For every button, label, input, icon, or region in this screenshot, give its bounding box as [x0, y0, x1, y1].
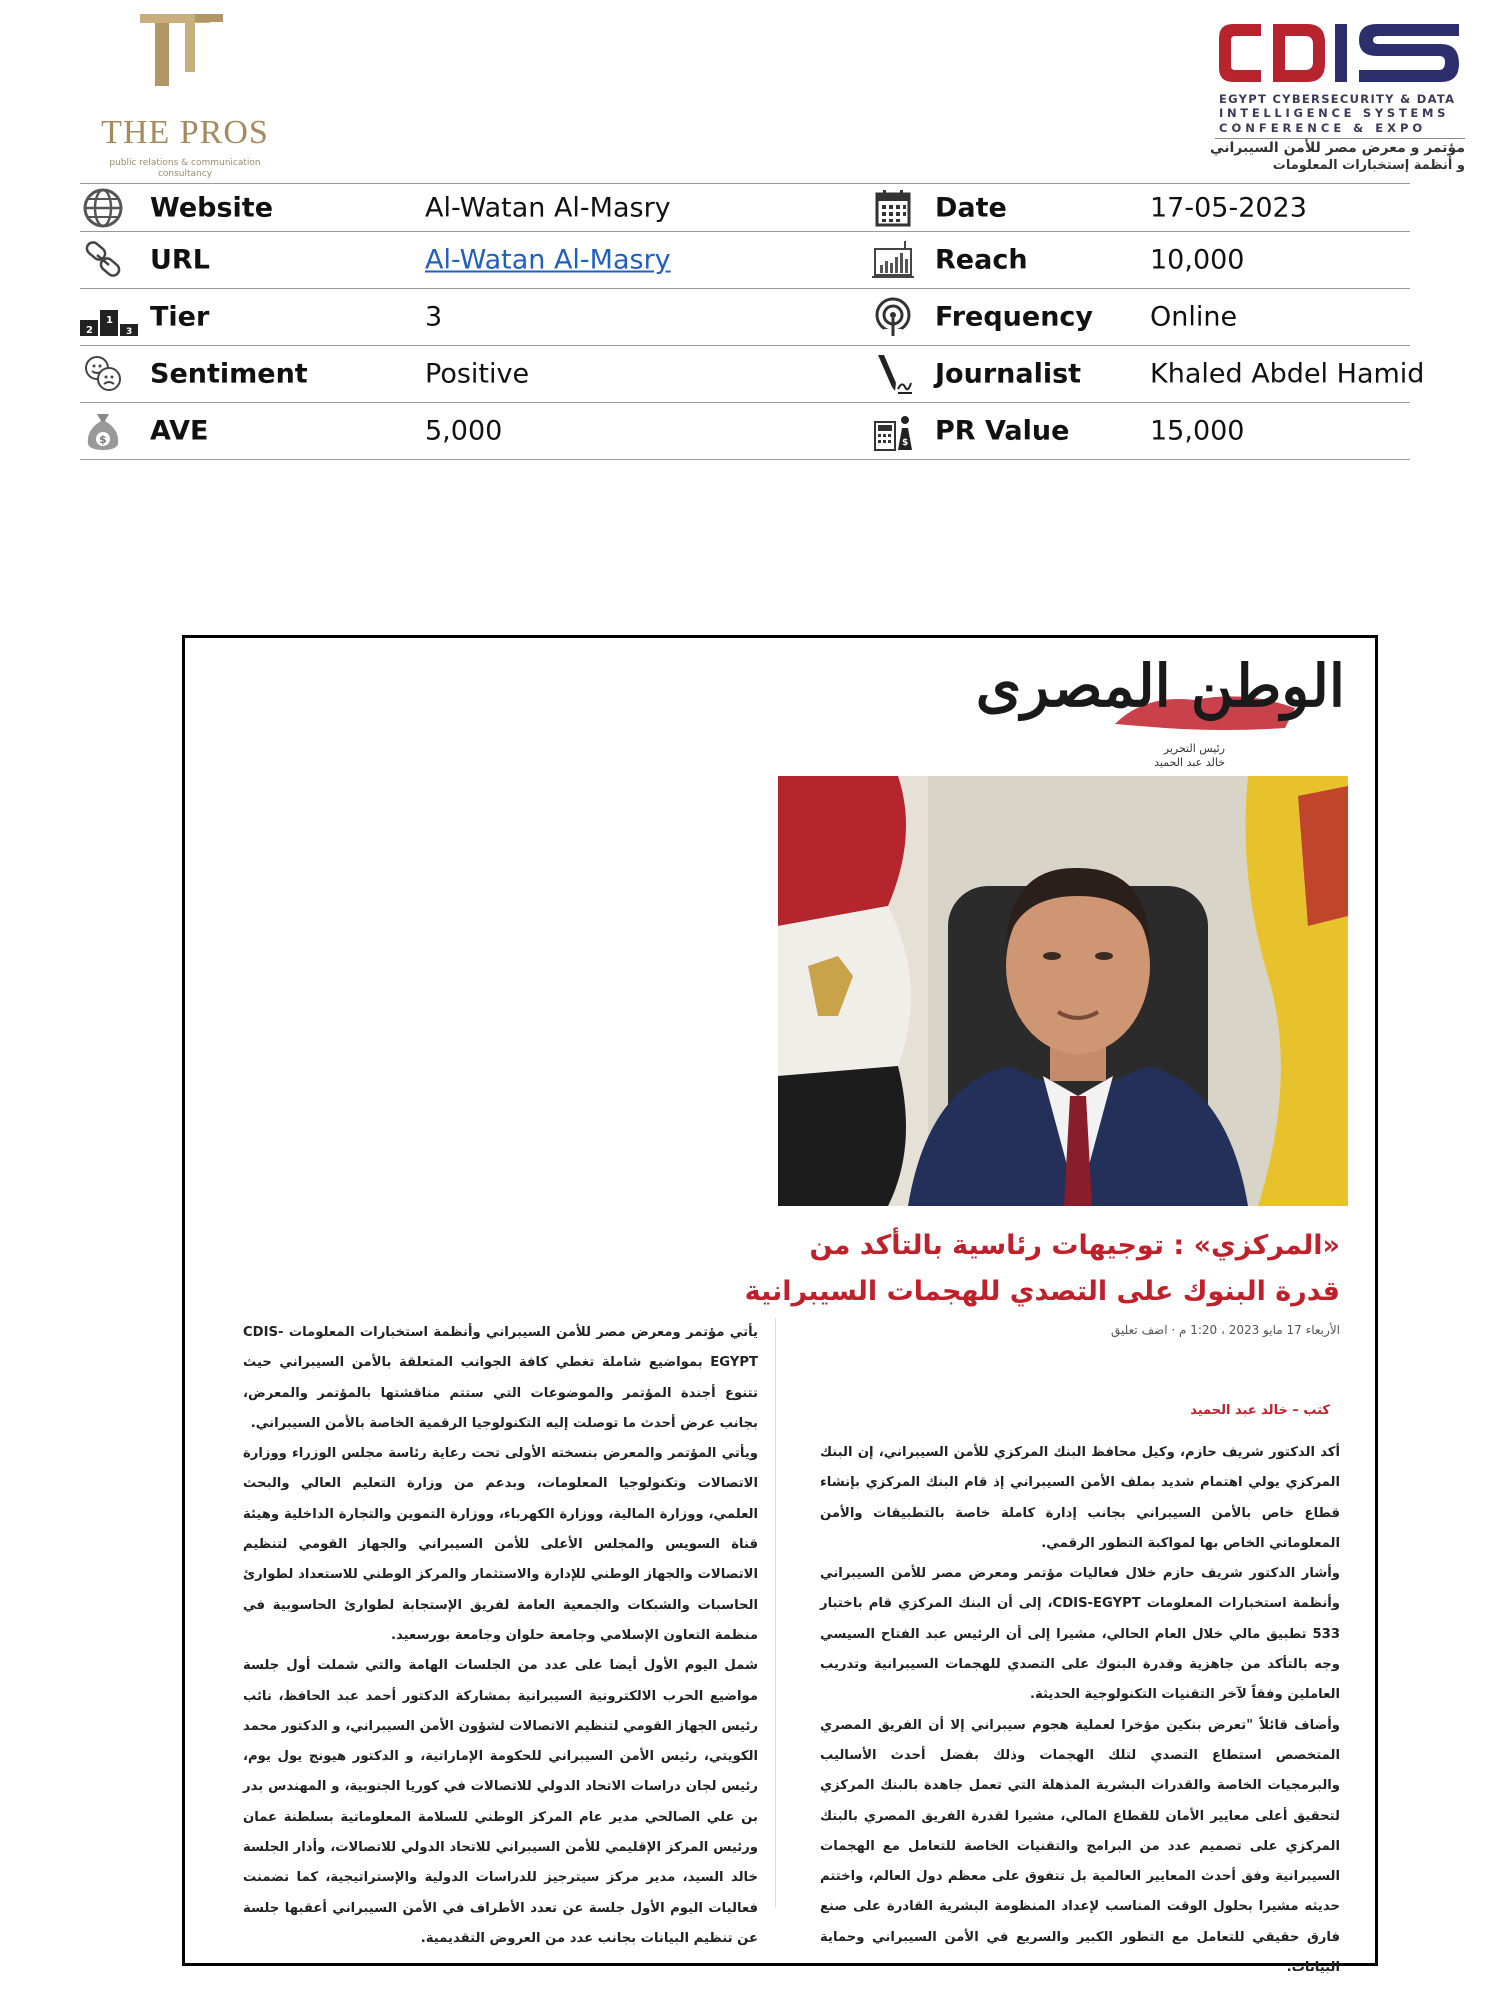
- sentiment-value: Positive: [425, 358, 530, 390]
- broadcast-icon: [872, 296, 914, 338]
- pr-value-label: PR Value: [935, 415, 1070, 447]
- column-divider: [775, 1318, 776, 1908]
- cdis-line1: EGYPT CYBERSECURITY & DATA: [1219, 92, 1456, 106]
- article-paragraph: ويأتي المؤتمر والمعرض بنسخته الأولى تحت رعاية رئاسة مجلس الوزراء ووزارة الاتصالات وتكنولوجيا المعلومات، وبدعم من وزارة التعليم العالي والبحث العلمي، ووزارة المالية، ووزارة الكهرباء، ووزارة التموين والتجارة الداخلية وهيئة قناة السويس والمجلس الأعلى للأمن السيبراني والجهاز القومي لتنظيم الاتصالات والجهاز الوطني للإدارة والاستثمار والمركز الوطني للاستعداد لطوارئ الحاسبات والشبكات والجمعية العامة لفريق الإستجابة لطوارئ الحاسوبية في منظمة التعاون الإسلامي وجامعة حلوان وجامعة بورسعيد.: [243, 1446, 758, 1643]
- svg-text:$: $: [99, 433, 107, 446]
- url-link[interactable]: Al-Watan Al-Masry: [425, 244, 671, 276]
- frequency-value: Online: [1150, 301, 1238, 333]
- article-column-right: [820, 1438, 1340, 1983]
- masthead-editor-label: رئيس التحرير: [1163, 742, 1225, 755]
- cdis-line2: INTELLIGENCE SYSTEMS: [1219, 106, 1450, 120]
- cdis-divider: [1215, 138, 1465, 139]
- podium-icon: [78, 296, 140, 338]
- tier-value: 3: [425, 301, 443, 333]
- reach-value: 10,000: [1150, 244, 1245, 276]
- newspaper-name: الوطن المصرى: [975, 652, 1345, 720]
- info-row-url-reach: [80, 232, 1410, 289]
- article-clipping: [182, 635, 1378, 1976]
- article-paragraph: وأشار الدكتور شريف حازم خلال فعاليات مؤتمر ومعرض مصر للأمن السيبراني وأنظمة استخبارات المعلومات CDIS-EGYPT، إلى أن البنك المركزي قام باختبار 533 تطبيق مالي خلال العام الحالي، مشيرا إلى أن الرئيس عبد الفتاح السيسي وجه بالتأكد من جاهزية وقدرة البنوك على التصدي للهجمات السيبرانية وتدريب العاملين وفقاً لآخر التقنيات التكنولوجية الحديثة.: [820, 1566, 1340, 1703]
- sentiment-label: Sentiment: [150, 358, 308, 390]
- money-bag-icon: [82, 410, 124, 452]
- journalist-value: Khaled Abdel Hamid: [1150, 358, 1425, 390]
- website-value: Al-Watan Al-Masry: [425, 192, 671, 223]
- the-pros-name: THE PROS: [101, 114, 269, 151]
- date-label: Date: [935, 192, 1007, 223]
- article-column-left: [243, 1318, 758, 1954]
- url-label: URL: [150, 244, 210, 276]
- reach-label: Reach: [935, 244, 1028, 276]
- calendar-icon: [872, 187, 914, 229]
- article-paragraph: وأضاف قائلاً "تعرض بنكين مؤخرا لعملية هجوم سيبراني إلا أن الفريق المصري المتخصص استطاع التصدي لتلك الهجمات وذلك بفضل أحدث الأساليب والبرمجيات الخاصة والقدرات البشرية المذهلة التي تعمل جاهدة بالبنك المركزي لتحقيق أعلى معايير الأمان للقطاع المالي، مشيرا لقدرة الفريق المصري بالبنك المركزي على تصميم عدد من البرامج والتقنيات الخاصة للتعامل مع الهجمات السيبرانية وفق أحدث المعايير العالمية بل تتفوق على معظم دول العالم، واختتم حديثه مشيرا بحلول الوقت المناسب لإعداد المنظومة البشرية القادرة على صنع فارق حقيقي للتعامل مع التطور الكبير والسريع في الأمن السيبراني وحماية البيانات.: [820, 1717, 1340, 1976]
- masthead-editor-name: خالد عبد الحميد: [1154, 756, 1225, 769]
- ave-value: 5,000: [425, 415, 503, 447]
- website-label: Website: [150, 192, 274, 223]
- ave-label: AVE: [150, 415, 209, 447]
- svg-text:3: 3: [126, 327, 133, 337]
- newspaper-masthead: [975, 652, 1345, 772]
- cdis-arabic-line2: و أنظمة إستخبارات المعلومات: [1272, 158, 1465, 173]
- cdis-logo: [1210, 20, 1465, 180]
- cdis-line3: CONFERENCE & EXPO: [1219, 121, 1427, 135]
- svg-text:$: $: [902, 438, 909, 448]
- article-paragraph: شمل اليوم الأول أيضا على عدد من الجلسات الهامة والتي شملت أول جلسة مواضيع الحرب الالكترونية السيبرانية بمشاركة الدكتور أحمد عبد الحافظ، نائب رئيس الجهاز القومي لتنظيم الاتصالات لشؤون الأمن السيبراني، و الدكتور محمد الكويتي، رئيس الأمن السيبراني للحكومة الإماراتية، و الدكتور هيونج يول يوم، رئيس لجان دراسات الاتحاد الدولي للاتصالات في كوريا الجنوبية، و المهندس بدر بن علي الصالحي مدير عام المركز الوطني للسلامة المعلوماتية بسلطنة عمان ورئيس المركز الإقليمي للأمن السيبراني للاتحاد الدولي للاتصالات، وأدار الجلسة خالد السيد، مدير مركز سيترجيز للدراسات الدولية والإستراتيجية، كما تضمنت فعاليات اليوم الأول جلسة عن تعدد الأطراف في الأمن السيبراني أعقبها جلسة عن تنظيم البيانات بجانب عدد من العروض التقديمية.: [243, 1658, 758, 1946]
- article-paragraph: أكد الدكتور شريف حازم، وكيل محافظ البنك المركزي للأمن السيبراني، إن البنك المركزي يولي اهتمام شديد بملف الأمن السيبراني إذ قام البنك المركزي بإنشاء قطاع خاص بالأمن السيبراني بجانب إدارة كاملة خاصة بالتطبيقات والأمن المعلوماتي الخاص بها لمواكبة التطور الرقمي.: [820, 1445, 1340, 1551]
- cdis-wordmark-icon: [1215, 20, 1465, 88]
- svg-text:1: 1: [106, 315, 113, 326]
- info-row-tier-frequency: [80, 289, 1410, 346]
- pr-value-value: 15,000: [1150, 415, 1245, 447]
- reach-chart-icon: [872, 239, 914, 281]
- the-pros-monogram-icon: [140, 10, 230, 100]
- info-row-website-date: [80, 183, 1410, 232]
- coverage-info-table: [80, 183, 1425, 460]
- article-dateline: الأربعاء 17 مايو 2023 ، 1:20 م · اضف تعليق: [1111, 1323, 1340, 1337]
- tier-label: Tier: [150, 301, 210, 333]
- frequency-label: Frequency: [935, 301, 1094, 333]
- pen-writing-icon: [872, 353, 914, 395]
- sentiment-faces-icon: [82, 353, 124, 395]
- the-pros-logo: [80, 10, 290, 179]
- svg-text:2: 2: [86, 325, 93, 336]
- cdis-arabic-line1: مؤتمر و معرض مصر للأمن السيبراني: [1210, 140, 1465, 156]
- article-headline: «المركزي» : توجيهات رئاسية بالتأكد من قدرة البنوك على التصدي للهجمات السيبرانية: [744, 1230, 1340, 1307]
- info-row-sentiment-journalist: [80, 346, 1425, 403]
- info-row-ave-prvalue: [80, 403, 1410, 460]
- link-icon: [82, 239, 124, 281]
- date-value: 17-05-2023: [1150, 192, 1307, 223]
- article-paragraph: يأتي مؤتمر ومعرض مصر للأمن السيبراني وأنظمة استخبارات المعلومات CDIS-EGYPT بمواضيع شاملة تغطي كافة الجوانب المتعلقة بالأمن السيبراني حيث تتنوع أجندة المؤتمر والموضوعات التي ستتم مناقشتها بالمؤتمر والمعرض، بجانب عرض أحدث ما توصلت إليه التكنولوجيا الرقمية الخاصة بالأمن السيبراني.: [243, 1325, 758, 1431]
- globe-icon: [82, 187, 124, 229]
- pr-value-calculator-icon: [872, 410, 914, 452]
- journalist-label: Journalist: [935, 358, 1082, 390]
- the-pros-tagline: public relations & communication consultancy: [109, 158, 261, 179]
- article-photo: [778, 776, 1348, 1206]
- article-byline: كتب – خالد عبد الحميد: [1190, 1403, 1330, 1418]
